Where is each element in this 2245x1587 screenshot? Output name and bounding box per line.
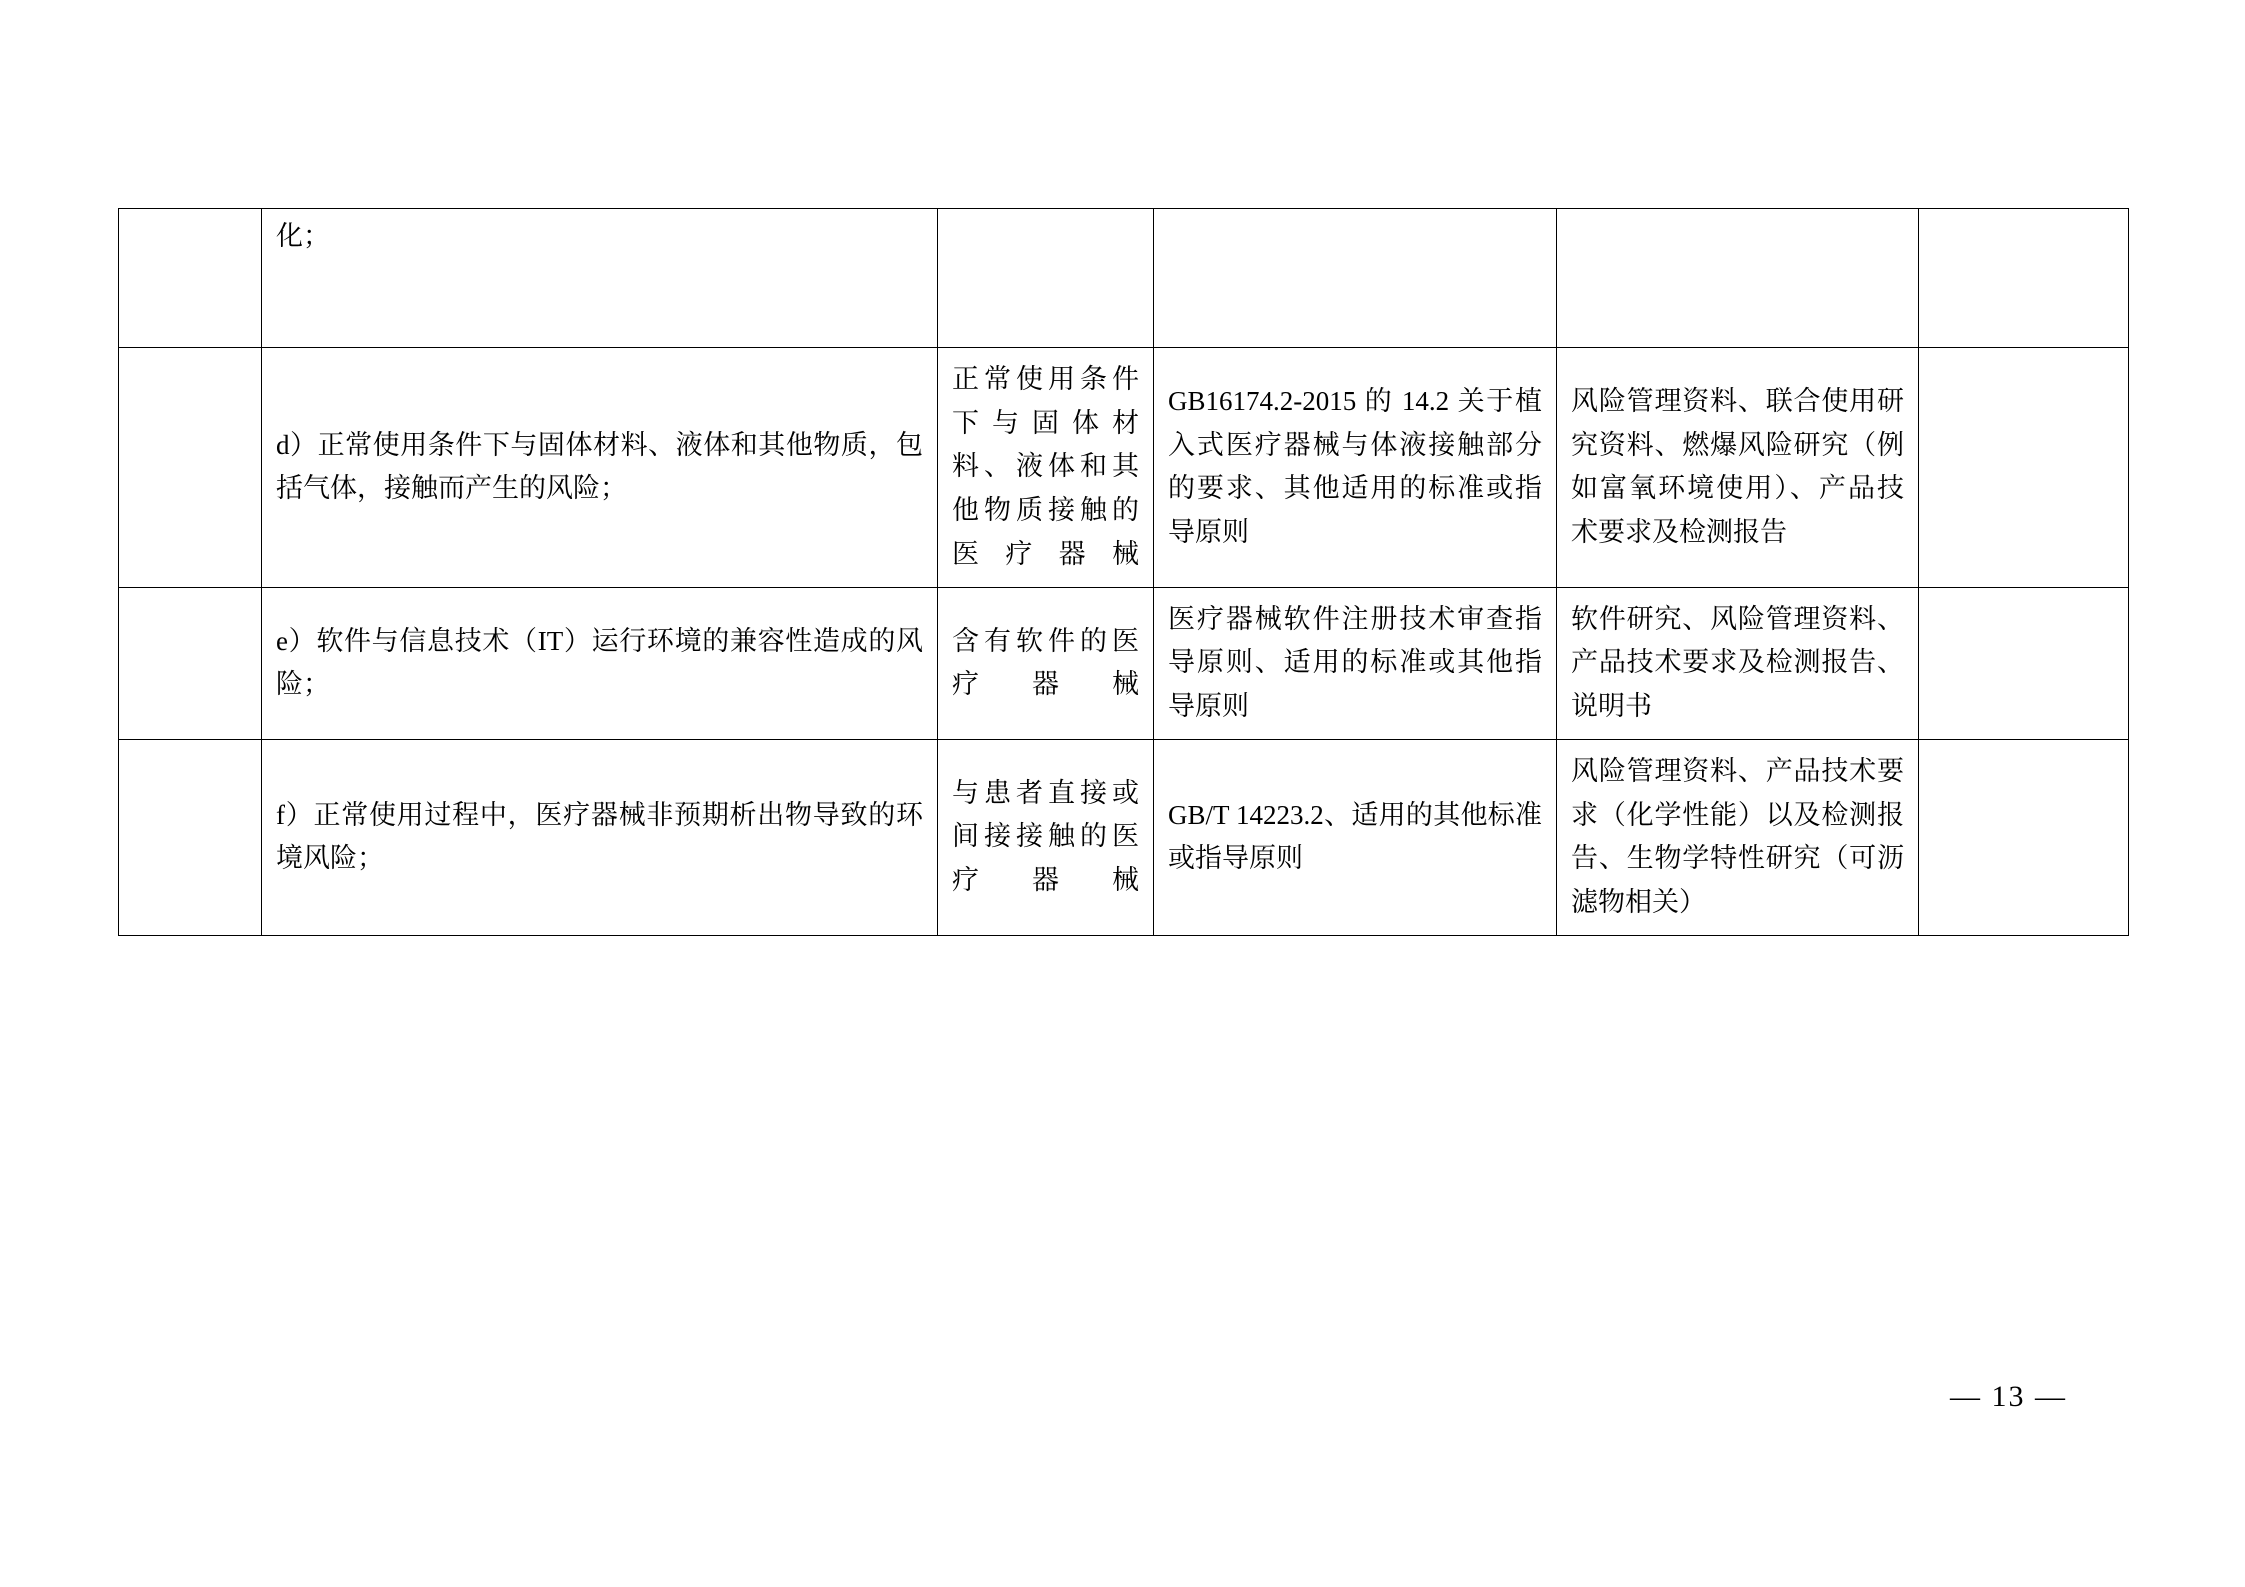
cell-device-type (938, 209, 1154, 348)
table-row (119, 209, 2129, 348)
cell-index (119, 587, 262, 739)
cell-risk-description: e）软件与信息技术（IT）运行环境的兼容性造成的风险； (262, 587, 938, 739)
table-row (119, 739, 2129, 935)
table-row (119, 587, 2129, 739)
cell-risk-description: 化； (262, 209, 938, 348)
cell-remarks (1919, 587, 2129, 739)
cell-standard (1154, 209, 1557, 348)
cell-standard: GB16174.2-2015 的 14.2 关于植入式医疗器械与体液接触部分的要求、其他适用的标准或指导原则 (1154, 348, 1557, 588)
cell-risk-description: f）正常使用过程中，医疗器械非预期析出物导致的环境风险； (262, 739, 938, 935)
cell-standard: GB/T 14223.2、适用的其他标准或指导原则 (1154, 739, 1557, 935)
cell-remarks (1919, 348, 2129, 588)
cell-index (119, 209, 262, 348)
cell-remarks (1919, 209, 2129, 348)
page-number: — 13 — (1950, 1380, 2067, 1413)
cell-device-type: 含有软件的医疗器械 (938, 587, 1154, 739)
risk-requirements-table (118, 208, 2129, 936)
cell-remarks (1919, 739, 2129, 935)
cell-device-type: 与患者直接或间接接触的医疗器械 (938, 739, 1154, 935)
cell-risk-description: d）正常使用条件下与固体材料、液体和其他物质，包括气体，接触而产生的风险； (262, 348, 938, 588)
cell-documents (1557, 209, 1919, 348)
table-row (119, 348, 2129, 588)
cell-documents: 风险管理资料、联合使用研究资料、燃爆风险研究（例如富氧环境使用）、产品技术要求及检测报告 (1557, 348, 1919, 588)
cell-documents: 风险管理资料、产品技术要求（化学性能）以及检测报告、生物学特性研究（可沥滤物相关） (1557, 739, 1919, 935)
cell-standard: 医疗器械软件注册技术审查指导原则、适用的标准或其他指导原则 (1154, 587, 1557, 739)
cell-index (119, 348, 262, 588)
cell-documents: 软件研究、风险管理资料、产品技术要求及检测报告、说明书 (1557, 587, 1919, 739)
cell-index (119, 739, 262, 935)
cell-device-type: 正常使用条件下与固体材料、液体和其他物质接触的医疗器械 (938, 348, 1154, 588)
